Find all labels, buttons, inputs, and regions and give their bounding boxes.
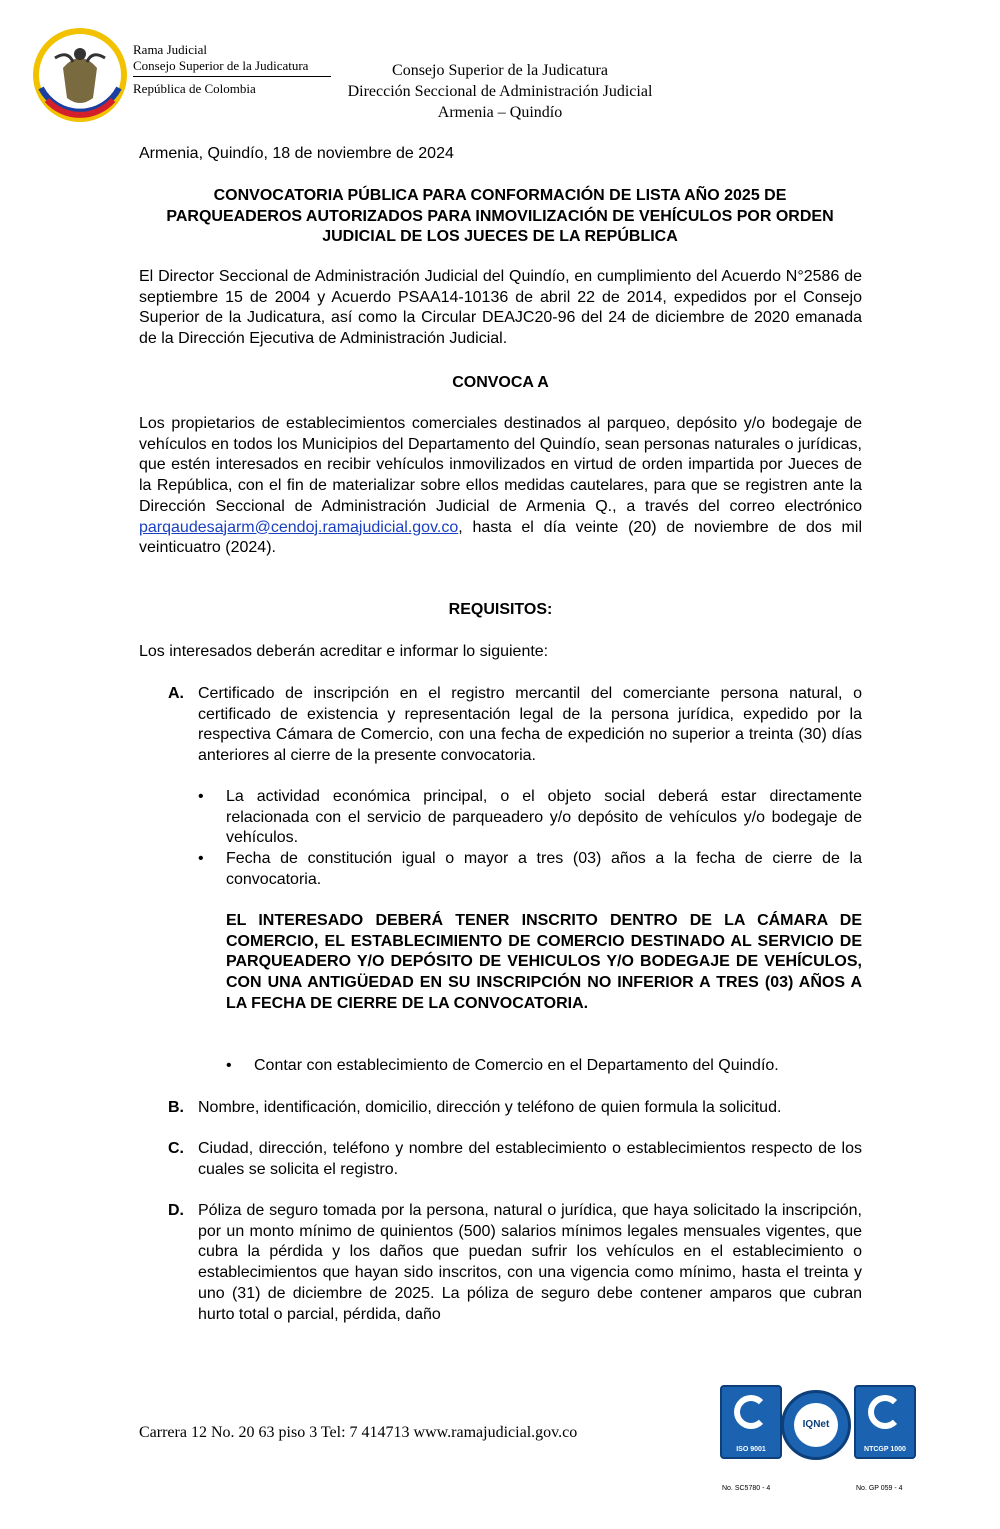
requisitos-heading: REQUISITOS: <box>448 601 553 618</box>
brand-line-3: República de Colombia <box>133 81 256 96</box>
bullet-text: Contar con establecimiento de Comercio en el Departamento del Quindío. <box>254 1057 779 1074</box>
item-text: Certificado de inscripción en el registro mercantil del comerciante persona natural, o certificado de existencia y representación legal de la persona jurídica, expedido por la respectiva Cámara de Comercio, con una fecha de expedición no superior a treinta (30) días anteriores al cierre de la presente convocatoria. <box>198 685 862 765</box>
requirement-item-c <box>168 1139 862 1180</box>
document-title: CONVOCATORIA PÚBLICA PARA CONFORMACIÓN DE LISTA AÑO 2025 DE PARQUEADEROS AUTORIZADOS PARA INMOVILIZACIÓN DE VEHÍCULOS POR ORDEN JUDICIAL DE LOS JUECES DE LA REPÚBLICA <box>166 187 834 246</box>
item-text: Ciudad, dirección, teléfono y nombre del establecimiento o establecimientos respecto de los cuales se solicita el registro. <box>198 1140 862 1178</box>
convoca-text-a: Los propietarios de establecimientos comerciales destinados al parqueo, depósito y/o bodegaje de vehículos en todos los Municipios del Departamento del Quindío, sean personas naturales o jurídicas, que estén interesados en recibir vehículos inmovilizados en virtud de orden impartida por Jueces de la República, con el fin de materializar sobre ellos medidas cautelares, para que se registren ante la Dirección Seccional de Administración Judicial de Armenia Q., a través del correo electrónico <box>139 415 862 515</box>
item-letter: D. <box>168 1202 184 1219</box>
bullet-item <box>198 787 862 849</box>
cert-number: No. SC5780 - 4 <box>722 1485 771 1492</box>
brand-line-1: Rama Judicial <box>133 42 208 57</box>
brand-line-2: Consejo Superior de la Judicatura <box>133 58 309 73</box>
intro-paragraph: El Director Seccional de Administración Judicial del Quindío, en cumplimiento del Acuerdo N°2586 de septiembre 15 de 2004 y Acuerdo PSAA14-10136 de abril 22 de 2014, expedidos por el Consejo Superior de la Judicatura, así como la Circular DEAJC20-96 del 24 de diciembre de 2020 emanada de la Dirección Ejecutiva de Administración Judicial. <box>139 268 862 348</box>
icontec-swirl-icon <box>868 1395 902 1429</box>
item-text: Nombre, identificación, domicilio, dirección y teléfono de quien formula la solicitud. <box>198 1099 782 1116</box>
convoca-text-b: , hasta el día veinte (20) de noviembre de dos mil veinticuatro (2024). <box>139 518 862 557</box>
bullet-text: La actividad económica principal, o el objeto social deberá estar directamente relacionada con el servicio de parqueadero y/o depósito de vehículos y/o bodegaje de vehículos. <box>226 788 862 847</box>
contact-email-link[interactable]: parqaudesajarm@cendoj.ramajudicial.gov.co <box>139 518 459 536</box>
bullet-icon: • <box>198 788 204 805</box>
bullet-text: Fecha de constitución igual o mayor a tres (03) años a la fecha de cierre de la convocatoria. <box>226 850 862 888</box>
bullet-icon: • <box>226 1057 232 1074</box>
convoca-heading: CONVOCA A <box>452 374 549 391</box>
iso-9001-certification-badge <box>720 1385 782 1459</box>
coat-of-arms-logo <box>33 28 128 123</box>
cert-label: NTCGP 1000 <box>864 1446 906 1453</box>
item-text: Póliza de seguro tomada por la persona, natural o jurídica, que haya solicitado la inscripción, por un monto mínimo de quinientos (500) salarios mínimos legales mensuales vigentes, que cubra la pérdida y los daños que puedan sufrir los vehículos en el establecimiento o establecimientos que hayan sido inscritos, con una vigencia como mínimo, hasta el treinta y uno (31) de diciembre de 2025. La póliza de seguro debe contener amparos que cubran hurto total o parcial, pérdida, daño <box>198 1202 862 1323</box>
requirement-item-d <box>168 1201 862 1325</box>
ntcgp-1000-certification-badge <box>854 1385 916 1459</box>
requirement-item-a <box>168 684 862 767</box>
icontec-swirl-icon <box>734 1395 768 1429</box>
requirement-item-b <box>168 1098 862 1119</box>
footer-address: Carrera 12 No. 20 63 piso 3 Tel: 7 414713 www.ramajudicial.gov.co <box>139 1424 578 1441</box>
convoca-paragraph <box>139 414 862 559</box>
bullet-icon: • <box>198 850 204 867</box>
office-line-2: Dirección Seccional de Administración Judicial <box>347 83 653 100</box>
office-line-1: Consejo Superior de la Judicatura <box>392 62 608 79</box>
cert-label: ISO 9001 <box>736 1446 766 1453</box>
item-letter: A. <box>168 685 184 702</box>
cert-number: No. GP 059 - 4 <box>856 1485 903 1492</box>
office-line-3: Armenia – Quindío <box>437 104 563 121</box>
bold-notice: EL INTERESADO DEBERÁ TENER INSCRITO DENTRO DE LA CÁMARA DE COMERCIO, EL ESTABLECIMIENTO DE COMERCIO DESTINADO AL SERVICIO DE PARQUEADERO Y/O DEPÓSITO DE VEHICULOS Y/O BODEGAJE DE VEHÍCULOS, CON UNA ANTIGÜEDAD EN SU INSCRIPCIÓN NO INFERIOR A TRES (03) AÑOS A LA FECHA DE CIERRE DE LA CONVOCATORIA. <box>226 912 862 1012</box>
item-letter: C. <box>168 1140 184 1157</box>
item-letter: B. <box>168 1099 184 1116</box>
bullet-item <box>226 1056 862 1077</box>
date-line: Armenia, Quindío, 18 de noviembre de 2024 <box>139 145 454 162</box>
iqnet-label: IQNet <box>802 1419 830 1430</box>
iqnet-certification-badge <box>781 1390 851 1460</box>
office-heading <box>300 60 700 123</box>
bullet-item <box>198 849 862 890</box>
requisitos-intro: Los interesados deberán acreditar e informar lo siguiente: <box>139 643 549 660</box>
